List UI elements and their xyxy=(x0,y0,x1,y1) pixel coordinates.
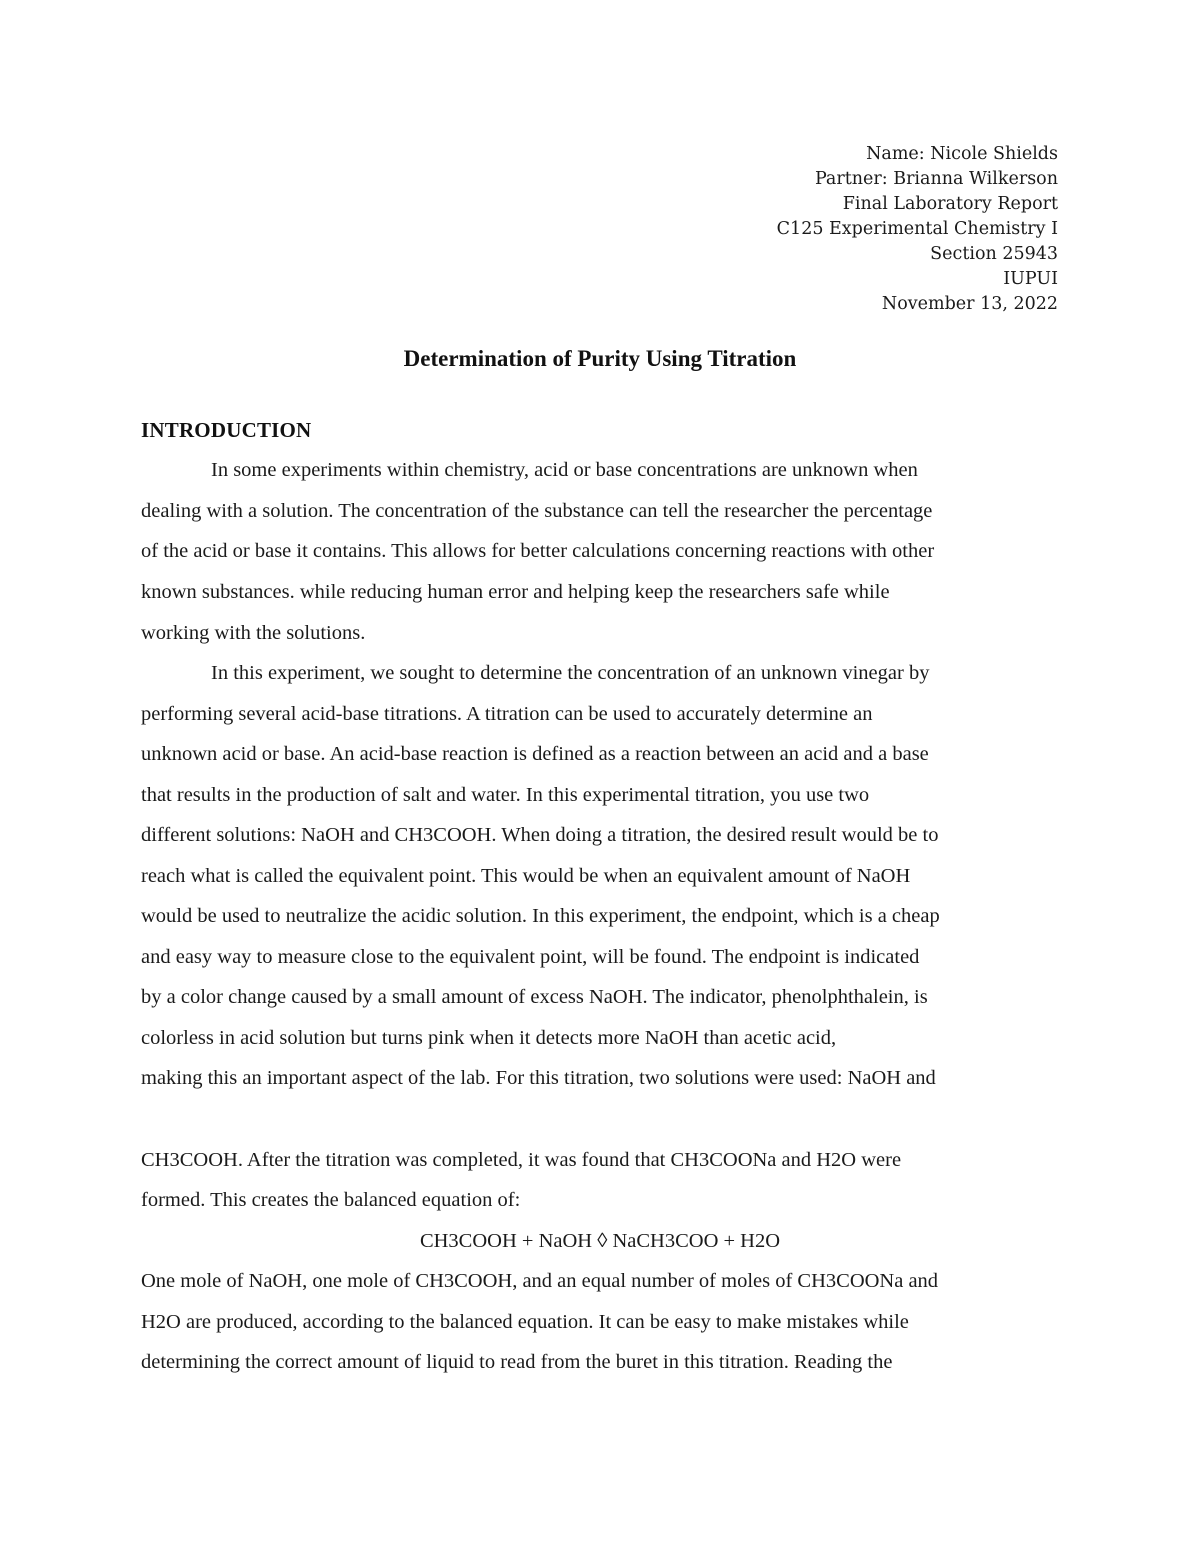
paragraph-line: dealing with a solution. The concentration of the substance can tell the researcher the percentage xyxy=(141,500,933,522)
institution: IUPUI xyxy=(1003,269,1058,289)
paragraph-line: colorless in acid solution but turns pink when it detects more NaOH than acetic acid, xyxy=(141,1027,837,1049)
paragraph-line: working with the solutions. xyxy=(141,622,366,644)
paragraph-line: unknown acid or base. An acid-base reaction is defined as a reaction between an acid and a base xyxy=(141,743,929,765)
paragraph-line: by a color change caused by a small amount of excess NaOH. The indicator, phenolphthalein, is xyxy=(141,986,928,1008)
report-date: November 13, 2022 xyxy=(881,294,1058,314)
paragraph-line: CH3COOH. After the titration was completed, it was found that CH3COONa and H2O were xyxy=(141,1149,902,1171)
course-name: C125 Experimental Chemistry I xyxy=(776,219,1058,239)
paragraph-line: One mole of NaOH, one mole of CH3COOH, and an equal number of moles of CH3COONa and xyxy=(141,1270,939,1292)
author-name: Name: Nicole Shields xyxy=(866,144,1058,164)
paragraph-line: different solutions: NaOH and CH3COOH. When doing a titration, the desired result would be to xyxy=(141,824,939,846)
section-heading-introduction: INTRODUCTION xyxy=(141,418,312,442)
paragraph-line: and easy way to measure close to the equivalent point, will be found. The endpoint is indicated xyxy=(141,946,920,968)
section-number: Section 25943 xyxy=(930,244,1058,264)
paragraph-line: determining the correct amount of liquid to read from the buret in this titration. Reading the xyxy=(141,1351,893,1373)
paragraph-line: reach what is called the equivalent point. This would be when an equivalent amount of NaOH xyxy=(141,865,911,887)
paragraph-line: making this an important aspect of the lab. For this titration, two solutions were used: NaOH and xyxy=(141,1067,936,1089)
author-header xyxy=(777,142,1058,317)
paragraph-line: that results in the production of salt and water. In this experimental titration, you use two xyxy=(141,784,870,806)
partner-name: Partner: Brianna Wilkerson xyxy=(814,169,1058,189)
balanced-equation: CH3COOH + NaOH ◊ NaCH3COO + H2O xyxy=(419,1230,781,1252)
paragraph-line: would be used to neutralize the acidic solution. In this experiment, the endpoint, which is a cheap xyxy=(141,905,940,927)
paragraph-line: known substances. while reducing human error and helping keep the researchers safe while xyxy=(141,581,890,603)
paragraph-line: formed. This creates the balanced equation of: xyxy=(141,1189,521,1211)
paragraph-line: of the acid or base it contains. This allows for better calculations concerning reactions with other xyxy=(141,540,935,562)
report-type: Final Laboratory Report xyxy=(842,194,1058,214)
document-title: Determination of Purity Using Titration xyxy=(403,346,797,371)
paragraph-line: In this experiment, we sought to determine the concentration of an unknown vinegar by xyxy=(211,662,930,684)
paragraph-line: H2O are produced, according to the balanced equation. It can be easy to make mistakes while xyxy=(141,1311,909,1333)
paragraph-line: In some experiments within chemistry, acid or base concentrations are unknown when xyxy=(211,459,918,481)
paragraph-line: performing several acid-base titrations. A titration can be used to accurately determine an xyxy=(141,703,873,725)
